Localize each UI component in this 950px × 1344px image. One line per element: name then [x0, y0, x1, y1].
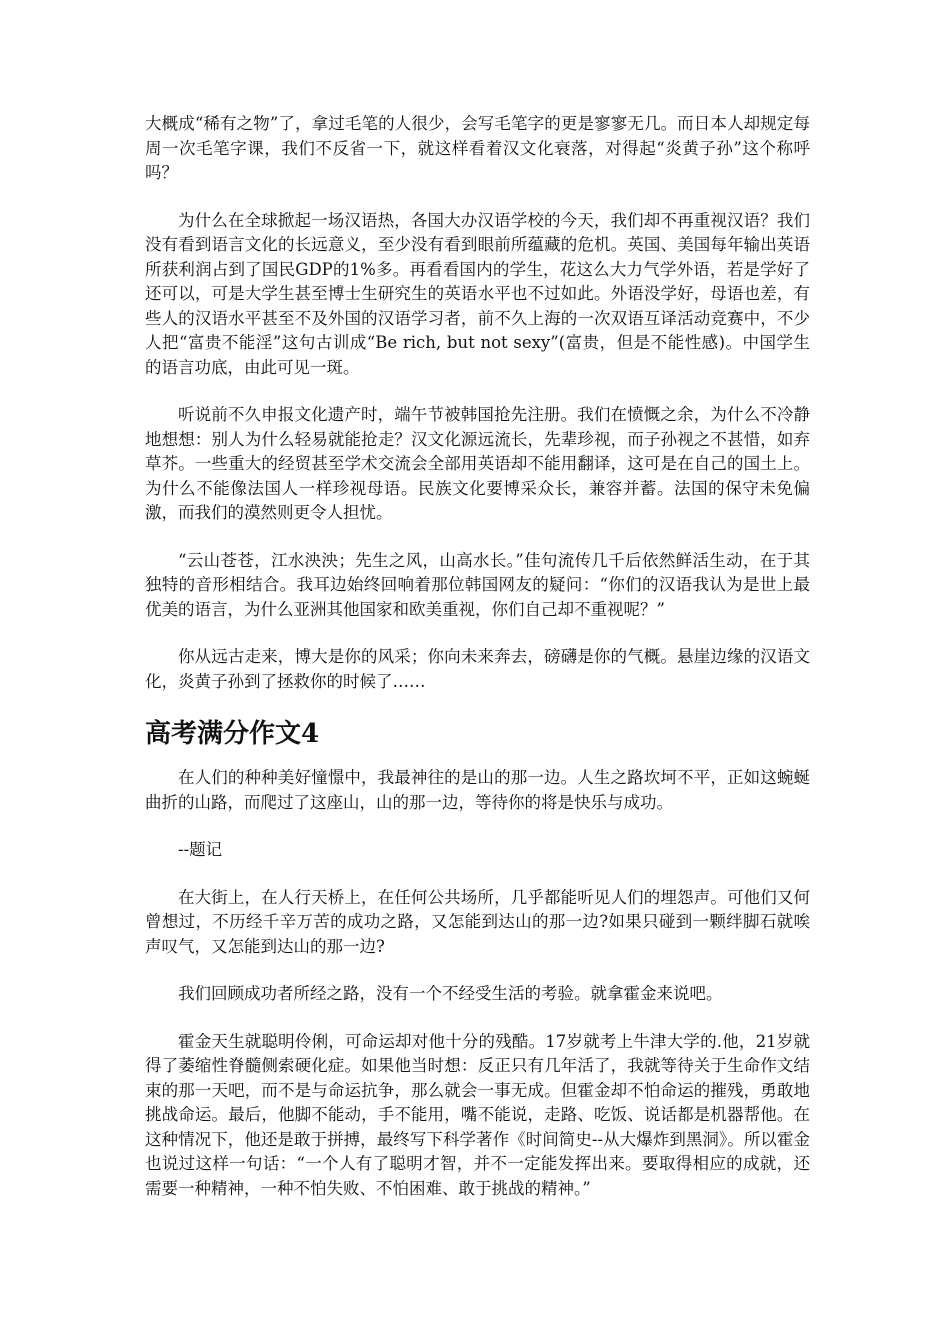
- paragraph: 我们回顾成功者所经之路，没有一个不经受生活的考验。就拿霍金来说吧。: [178, 984, 723, 1003]
- paragraph: 听说前不久申报文化遗产时，端午节被韩国抢先注册。我们在愤慨之余，为什么不冷静地想想：别人为什么轻易就能抢走？汉文化源远流长，先辈珍视，而子孙视之不甚惜，如弃草芥。一些重大的经贸甚至学术交流会全部用英语却不能用翻译，这可是在自己的国土上。为什么不能像法国人一样珍视母语。民族文化要博采众长，兼容并蓄。法国的保守未免偏激，而我们的漠然则更令人担忧。: [145, 405, 810, 522]
- document-page: [145, 112, 810, 1224]
- paragraph: 在人们的种种美好憧憬中，我最神往的是山的那一边。人生之路坎坷不平，正如这蜿蜒曲折的山路，而爬过了这座山，山的那一边，等待你的将是快乐与成功。: [145, 768, 810, 812]
- epigraph-label: --题记: [178, 840, 223, 859]
- paragraph: “云山苍苍，江水泱泱；先生之风，山高水长。”佳句流传几千后依然鲜活生动，在于其独特的音形相结合。我耳边始终回响着那位韩国网友的疑问：“你们的汉语我认为是世上最优美的语言，为什么亚洲其他国家和欧美重视，你们自己却不重视呢？”: [145, 550, 810, 619]
- section-heading: 高考满分作文4: [145, 719, 320, 749]
- paragraph: 霍金天生就聪明伶俐，可命运却对他十分的残酷。17岁就考上牛津大学的.他，21岁就得了萎缩性脊髓侧索硬化症。如果他当时想：反正只有几年活了，我就等待关于生命作文结束的那一天吧，而不是与命运抗争，那么就会一事无成。但霍金却不怕命运的摧残，勇敢地挑战命运。最后，他脚不能动，手不能用，嘴不能说，走路、吃饭、说话都是机器帮他。在这种情况下，他还是敢于拼搏，最终写下科学著作《时间简史--从大爆炸到黑洞》。所以霍金也说过这样一句话：“一个人有了聪明才智，并不一定能发挥出来。要取得相应的成就，还需要一种精神，一种不怕失败、不怕困难、敢于挑战的精神。”: [145, 1031, 810, 1198]
- paragraph: 在大街上，在人行天桥上，在任何公共场所，几乎都能听见人们的埋怨声。可他们又何曾想过，不历经千辛万苦的成功之路，又怎能到达山的那一边?如果只碰到一颗绊脚石就唉声叹气，又怎能到达山的那一边?: [145, 887, 810, 956]
- paragraph: 你从远古走来，博大是你的风采；你向未来奔去，磅礴是你的气概。悬崖边缘的汉语文化，炎黄子孙到了拯救你的时候了……: [145, 647, 810, 691]
- paragraph: 为什么在全球掀起一场汉语热，各国大办汉语学校的今天，我们却不再重视汉语？我们没有看到语言文化的长远意义，至少没有看到眼前所蕴藏的危机。英国、美国每年输出英语所获利润占到了国民GDP的1%多。再看看国内的学生，花这么大力气学外语，若是学好了还可以，可是大学生甚至博士生研究生的英语水平也不过如此。外语没学好，母语也差，有些人的汉语水平甚至不及外国的汉语学习者，前不久上海的一次双语互译活动竞赛中，不少人把“富贵不能淫”这句古训成“Be rich, but not sexy”(富贵，但是不能性感)。中国学生的语言功底，由此可见一斑。: [145, 210, 810, 377]
- paragraph: 大概成“稀有之物”了，拿过毛笔的人很少，会写毛笔字的更是寥寥无几。而日本人却规定每周一次毛笔字课，我们不反省一下，就这样看着汉文化衰落，对得起“炎黄子孙”这个称呼吗？: [145, 114, 810, 182]
